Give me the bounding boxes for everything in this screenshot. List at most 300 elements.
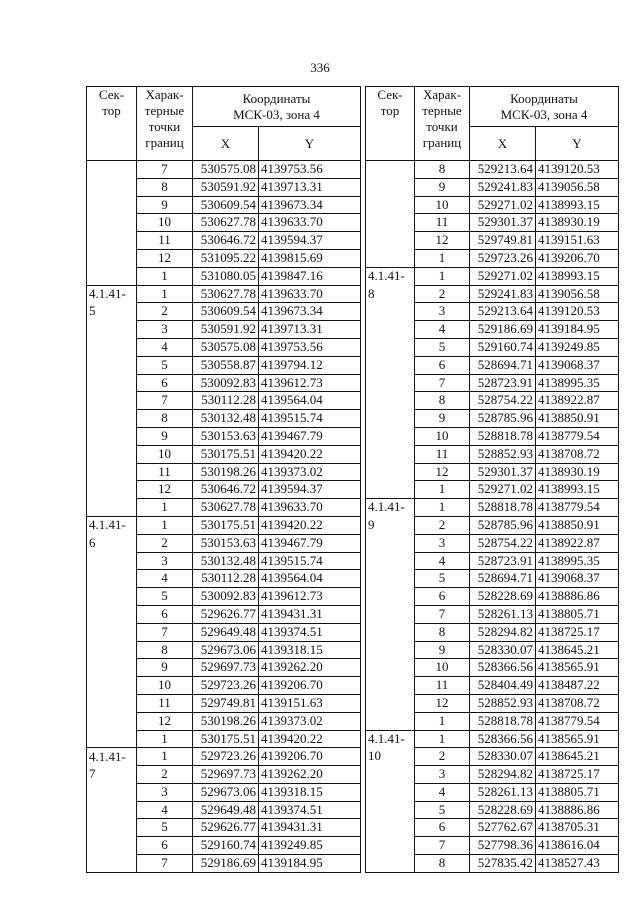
y-coordinate-cell: 4139420.22	[259, 730, 361, 748]
sector-cell	[366, 356, 415, 374]
x-coordinate-cell: 530112.28	[193, 392, 259, 410]
point-number-cell: 1	[137, 730, 193, 748]
x-coordinate-cell: 531095.22	[193, 249, 259, 267]
sector-cell	[366, 338, 415, 356]
y-coordinate-cell: 4139206.70	[259, 677, 361, 695]
x-coordinate-cell: 530609.54	[193, 303, 259, 321]
x-coordinate-cell: 528330.07	[470, 748, 536, 766]
x-coordinate-cell: 530092.83	[193, 374, 259, 392]
point-number-cell: 10	[137, 677, 193, 695]
table-row	[87, 588, 361, 606]
point-number-cell: 8	[137, 410, 193, 428]
point-number-cell: 1	[415, 267, 470, 285]
sector-cell	[366, 463, 415, 481]
sector-cell: 4.1.41-	[87, 285, 137, 303]
point-number-cell: 3	[415, 303, 470, 321]
point-number-cell: 11	[415, 677, 470, 695]
y-coordinate-cell: 4138995.35	[536, 374, 619, 392]
point-number-cell: 11	[137, 232, 193, 250]
sector-cell	[87, 214, 137, 232]
sector-cell	[366, 605, 415, 623]
point-number-cell: 1	[415, 712, 470, 730]
sector-cell	[366, 374, 415, 392]
sector-cell	[87, 267, 137, 285]
y-coordinate-cell: 4139753.56	[259, 161, 361, 179]
point-number-cell: 10	[415, 427, 470, 445]
sector-cell	[366, 481, 415, 499]
y-coordinate-cell: 4139673.34	[259, 196, 361, 214]
x-coordinate-cell: 529626.77	[193, 819, 259, 837]
sector-cell	[366, 303, 415, 321]
x-coordinate-cell: 528852.93	[470, 694, 536, 712]
sector-cell	[87, 427, 137, 445]
x-header: X	[193, 127, 259, 161]
y-coordinate-cell: 4138565.91	[536, 730, 619, 748]
x-coordinate-cell: 528261.13	[470, 605, 536, 623]
point-number-cell: 3	[137, 783, 193, 801]
x-coordinate-cell: 529241.83	[470, 285, 536, 303]
x-coordinate-cell: 528294.82	[470, 766, 536, 784]
table-row	[366, 338, 619, 356]
x-coordinate-cell: 530198.26	[193, 712, 259, 730]
x-coordinate-cell: 528694.71	[470, 570, 536, 588]
point-number-cell: 7	[415, 837, 470, 855]
sector-cell: 4.1.41-	[87, 516, 137, 534]
point-number-cell: 2	[415, 516, 470, 534]
x-coordinate-cell: 530132.48	[193, 552, 259, 570]
char-points-header: Харак- терные точки границ	[415, 87, 470, 161]
table-row	[366, 196, 619, 214]
point-number-cell: 2	[137, 303, 193, 321]
sector-cell	[87, 499, 137, 517]
sector-cell	[366, 659, 415, 677]
x-coordinate-cell: 530092.83	[193, 588, 259, 606]
table-row	[366, 392, 619, 410]
point-number-cell: 1	[137, 285, 193, 303]
sector-cell	[366, 161, 415, 179]
sector-cell	[87, 161, 137, 179]
table-row	[366, 570, 619, 588]
point-number-cell: 3	[137, 552, 193, 570]
point-number-cell: 12	[137, 481, 193, 499]
x-coordinate-cell: 528404.49	[470, 677, 536, 695]
sector-header: Сек- тор	[366, 87, 415, 161]
table-row	[87, 516, 361, 534]
y-coordinate-cell: 4138565.91	[536, 659, 619, 677]
table-row	[366, 623, 619, 641]
point-number-cell: 1	[137, 748, 193, 766]
table-row	[366, 641, 619, 659]
x-coordinate-cell: 528228.69	[470, 588, 536, 606]
table-row	[366, 445, 619, 463]
table-row	[87, 748, 361, 766]
x-coordinate-cell: 529649.48	[193, 623, 259, 641]
sector-cell	[366, 392, 415, 410]
table-row	[87, 659, 361, 677]
point-number-cell: 4	[137, 570, 193, 588]
y-coordinate-cell: 4139056.58	[536, 285, 619, 303]
point-number-cell: 5	[137, 819, 193, 837]
point-number-cell: 9	[137, 659, 193, 677]
y-coordinate-cell: 4139564.04	[259, 392, 361, 410]
point-number-cell: 12	[415, 694, 470, 712]
y-coordinate-cell: 4139794.12	[259, 356, 361, 374]
table-row	[366, 694, 619, 712]
y-coordinate-cell: 4138779.54	[536, 712, 619, 730]
point-number-cell: 10	[415, 659, 470, 677]
point-number-cell: 6	[137, 374, 193, 392]
x-coordinate-cell: 530646.72	[193, 232, 259, 250]
sector-cell	[87, 410, 137, 428]
y-coordinate-cell: 4139515.74	[259, 552, 361, 570]
y-coordinate-cell: 4139206.70	[536, 249, 619, 267]
sector-cell	[366, 232, 415, 250]
y-coordinate-cell: 4139633.70	[259, 285, 361, 303]
table-row	[87, 570, 361, 588]
x-coordinate-cell: 529271.02	[470, 267, 536, 285]
point-number-cell: 9	[415, 641, 470, 659]
y-coordinate-cell: 4138779.54	[536, 499, 619, 517]
table-row	[366, 285, 619, 303]
point-number-cell: 9	[137, 427, 193, 445]
sector-cell	[87, 712, 137, 730]
point-number-cell: 12	[137, 712, 193, 730]
y-coordinate-cell: 4139249.85	[259, 837, 361, 855]
coordinates-table-left	[86, 86, 361, 873]
y-coordinate-cell: 4138995.35	[536, 552, 619, 570]
table-row	[87, 552, 361, 570]
sector-cell	[366, 196, 415, 214]
table-row	[366, 267, 619, 285]
x-coordinate-cell: 530175.51	[193, 730, 259, 748]
table-row	[87, 392, 361, 410]
sector-cell	[87, 445, 137, 463]
table-row	[87, 338, 361, 356]
point-number-cell: 3	[137, 321, 193, 339]
sector-cell	[366, 214, 415, 232]
sector-cell	[366, 801, 415, 819]
table-row	[366, 534, 619, 552]
sector-header: Сек- тор	[87, 87, 137, 161]
x-coordinate-cell: 528694.71	[470, 356, 536, 374]
table-row	[366, 481, 619, 499]
table-row	[366, 178, 619, 196]
table-row	[87, 427, 361, 445]
y-coordinate-cell: 4138645.21	[536, 748, 619, 766]
y-coordinate-cell: 4139431.31	[259, 819, 361, 837]
y-coordinate-cell: 4139633.70	[259, 499, 361, 517]
point-number-cell: 1	[415, 481, 470, 499]
point-number-cell: 4	[415, 552, 470, 570]
point-number-cell: 1	[137, 499, 193, 517]
sector-cell	[87, 463, 137, 481]
sector-cell: 4.1.41-	[366, 730, 415, 748]
table-row	[366, 855, 619, 873]
table-row	[87, 410, 361, 428]
x-header: X	[470, 127, 536, 161]
point-number-cell: 7	[415, 374, 470, 392]
table-row	[366, 730, 619, 748]
sector-cell	[87, 232, 137, 250]
x-coordinate-cell: 529673.06	[193, 641, 259, 659]
y-header: Y	[259, 127, 361, 161]
y-coordinate-cell: 4138993.15	[536, 196, 619, 214]
x-coordinate-cell: 528785.96	[470, 516, 536, 534]
x-coordinate-cell: 528754.22	[470, 534, 536, 552]
table-row	[366, 374, 619, 392]
x-coordinate-cell: 530558.87	[193, 356, 259, 374]
table-row	[366, 410, 619, 428]
x-coordinate-cell: 529723.26	[193, 748, 259, 766]
y-coordinate-cell: 4138725.17	[536, 766, 619, 784]
y-coordinate-cell: 4138779.54	[536, 427, 619, 445]
x-coordinate-cell: 529749.81	[470, 232, 536, 250]
point-number-cell: 8	[415, 623, 470, 641]
point-number-cell: 4	[415, 321, 470, 339]
coordinates-header: Координаты МСК-03, зона 4	[470, 87, 619, 127]
point-number-cell: 7	[137, 392, 193, 410]
x-coordinate-cell: 529271.02	[470, 481, 536, 499]
sector-cell	[366, 570, 415, 588]
y-coordinate-cell: 4139262.20	[259, 766, 361, 784]
sector-cell: 5	[87, 303, 137, 321]
sector-cell	[87, 677, 137, 695]
coordinates-table-right	[365, 86, 619, 873]
x-coordinate-cell: 527798.36	[470, 837, 536, 855]
x-coordinate-cell: 530591.92	[193, 178, 259, 196]
sector-cell	[366, 445, 415, 463]
sector-cell	[366, 427, 415, 445]
y-coordinate-cell: 4138725.17	[536, 623, 619, 641]
x-coordinate-cell: 529626.77	[193, 605, 259, 623]
point-number-cell: 1	[415, 499, 470, 517]
sector-cell	[87, 801, 137, 819]
x-coordinate-cell: 530646.72	[193, 481, 259, 499]
point-number-cell: 8	[137, 178, 193, 196]
table-row	[366, 499, 619, 517]
point-number-cell: 6	[415, 356, 470, 374]
y-coordinate-cell: 4138708.72	[536, 694, 619, 712]
sector-cell: 6	[87, 534, 137, 552]
table-row	[366, 303, 619, 321]
sector-cell: 4.1.41-	[87, 748, 137, 766]
y-coordinate-cell: 4139673.34	[259, 303, 361, 321]
table-row	[87, 374, 361, 392]
x-coordinate-cell: 529160.74	[470, 338, 536, 356]
sector-cell	[87, 819, 137, 837]
x-coordinate-cell: 528818.78	[470, 427, 536, 445]
point-number-cell: 6	[137, 837, 193, 855]
point-number-cell: 8	[137, 641, 193, 659]
point-number-cell: 10	[137, 445, 193, 463]
y-coordinate-cell: 4138645.21	[536, 641, 619, 659]
char-points-header: Харак- терные точки границ	[137, 87, 193, 161]
y-coordinate-cell: 4139068.37	[536, 570, 619, 588]
table-row	[87, 766, 361, 784]
table-row	[366, 214, 619, 232]
point-number-cell: 11	[137, 463, 193, 481]
table-row	[366, 659, 619, 677]
point-number-cell: 3	[415, 766, 470, 784]
table-row	[87, 605, 361, 623]
y-coordinate-cell: 4139420.22	[259, 516, 361, 534]
sector-cell	[366, 249, 415, 267]
table-row	[366, 463, 619, 481]
sector-cell	[366, 677, 415, 695]
y-coordinate-cell: 4138850.91	[536, 410, 619, 428]
y-coordinate-cell: 4139318.15	[259, 783, 361, 801]
point-number-cell: 8	[415, 161, 470, 179]
sector-cell	[87, 730, 137, 748]
x-coordinate-cell: 530153.63	[193, 534, 259, 552]
y-coordinate-cell: 4138930.19	[536, 463, 619, 481]
point-number-cell: 10	[137, 214, 193, 232]
table-row	[366, 748, 619, 766]
sector-cell	[366, 783, 415, 801]
point-number-cell: 1	[137, 516, 193, 534]
sector-cell	[87, 374, 137, 392]
y-coordinate-cell: 4138993.15	[536, 481, 619, 499]
y-coordinate-cell: 4139373.02	[259, 712, 361, 730]
sector-cell	[87, 641, 137, 659]
point-number-cell: 1	[415, 730, 470, 748]
table-row	[87, 463, 361, 481]
y-coordinate-cell: 4139847.16	[259, 267, 361, 285]
point-number-cell: 12	[137, 249, 193, 267]
y-coordinate-cell: 4138886.86	[536, 588, 619, 606]
point-number-cell: 7	[137, 855, 193, 873]
point-number-cell: 6	[415, 588, 470, 606]
sector-cell: 7	[87, 766, 137, 784]
table-row	[87, 712, 361, 730]
x-coordinate-cell: 529749.81	[193, 694, 259, 712]
x-coordinate-cell: 530198.26	[193, 463, 259, 481]
sector-cell	[366, 534, 415, 552]
x-coordinate-cell: 528294.82	[470, 623, 536, 641]
y-coordinate-cell: 4139068.37	[536, 356, 619, 374]
table-row	[87, 214, 361, 232]
point-number-cell: 1	[415, 249, 470, 267]
sector-cell	[87, 605, 137, 623]
table-row	[87, 534, 361, 552]
x-coordinate-cell: 528754.22	[470, 392, 536, 410]
sector-cell	[87, 178, 137, 196]
table-row	[87, 178, 361, 196]
y-header: Y	[536, 127, 619, 161]
point-number-cell: 6	[415, 819, 470, 837]
point-number-cell: 2	[137, 534, 193, 552]
point-number-cell: 10	[415, 196, 470, 214]
point-number-cell: 3	[415, 534, 470, 552]
table-row	[366, 249, 619, 267]
point-number-cell: 6	[137, 605, 193, 623]
table-row	[87, 694, 361, 712]
point-number-cell: 2	[415, 748, 470, 766]
table-row	[366, 516, 619, 534]
sector-cell	[366, 321, 415, 339]
sector-cell	[87, 392, 137, 410]
x-coordinate-cell: 528785.96	[470, 410, 536, 428]
point-number-cell: 5	[415, 570, 470, 588]
sector-cell	[366, 694, 415, 712]
sector-cell	[366, 623, 415, 641]
point-number-cell: 4	[415, 783, 470, 801]
y-coordinate-cell: 4139564.04	[259, 570, 361, 588]
y-coordinate-cell: 4139612.73	[259, 588, 361, 606]
x-coordinate-cell: 529213.64	[470, 303, 536, 321]
x-coordinate-cell: 527835.42	[470, 855, 536, 873]
table-row	[366, 552, 619, 570]
table-row	[366, 427, 619, 445]
y-coordinate-cell: 4139420.22	[259, 445, 361, 463]
point-number-cell: 2	[137, 766, 193, 784]
x-coordinate-cell: 528366.56	[470, 659, 536, 677]
sector-cell	[87, 338, 137, 356]
point-number-cell: 12	[415, 232, 470, 250]
point-number-cell: 5	[415, 801, 470, 819]
point-number-cell: 2	[415, 285, 470, 303]
x-coordinate-cell: 529160.74	[193, 837, 259, 855]
table-row	[366, 588, 619, 606]
y-coordinate-cell: 4138993.15	[536, 267, 619, 285]
sector-cell	[87, 837, 137, 855]
table-row	[366, 356, 619, 374]
point-number-cell: 9	[415, 410, 470, 428]
x-coordinate-cell: 530627.78	[193, 499, 259, 517]
table-row	[366, 837, 619, 855]
table-row	[87, 641, 361, 659]
table-row	[366, 783, 619, 801]
point-number-cell: 8	[415, 855, 470, 873]
sector-cell	[366, 552, 415, 570]
table-row	[87, 499, 361, 517]
sector-cell	[366, 641, 415, 659]
x-coordinate-cell: 530609.54	[193, 196, 259, 214]
sector-cell	[87, 623, 137, 641]
table-row	[87, 267, 361, 285]
y-coordinate-cell: 4138705.31	[536, 819, 619, 837]
table-row	[366, 819, 619, 837]
point-number-cell: 4	[137, 338, 193, 356]
x-coordinate-cell: 530591.92	[193, 321, 259, 339]
x-coordinate-cell: 528261.13	[470, 783, 536, 801]
sector-cell	[87, 356, 137, 374]
x-coordinate-cell: 529186.69	[193, 855, 259, 873]
x-coordinate-cell: 529301.37	[470, 214, 536, 232]
sector-cell	[366, 837, 415, 855]
sector-cell	[366, 178, 415, 196]
sector-cell	[87, 552, 137, 570]
y-coordinate-cell: 4138922.87	[536, 534, 619, 552]
table-row	[87, 356, 361, 374]
x-coordinate-cell: 528228.69	[470, 801, 536, 819]
table-row	[366, 232, 619, 250]
x-coordinate-cell: 529649.48	[193, 801, 259, 819]
x-coordinate-cell: 529213.64	[470, 161, 536, 179]
x-coordinate-cell: 530627.78	[193, 214, 259, 232]
x-coordinate-cell: 530153.63	[193, 427, 259, 445]
x-coordinate-cell: 530575.08	[193, 161, 259, 179]
sector-cell	[87, 570, 137, 588]
y-coordinate-cell: 4138805.71	[536, 605, 619, 623]
sector-cell: 4.1.41-	[366, 499, 415, 517]
x-coordinate-cell: 530627.78	[193, 285, 259, 303]
y-coordinate-cell: 4139056.58	[536, 178, 619, 196]
y-coordinate-cell: 4139633.70	[259, 214, 361, 232]
y-coordinate-cell: 4139713.31	[259, 178, 361, 196]
y-coordinate-cell: 4139184.95	[536, 321, 619, 339]
sector-cell	[366, 588, 415, 606]
